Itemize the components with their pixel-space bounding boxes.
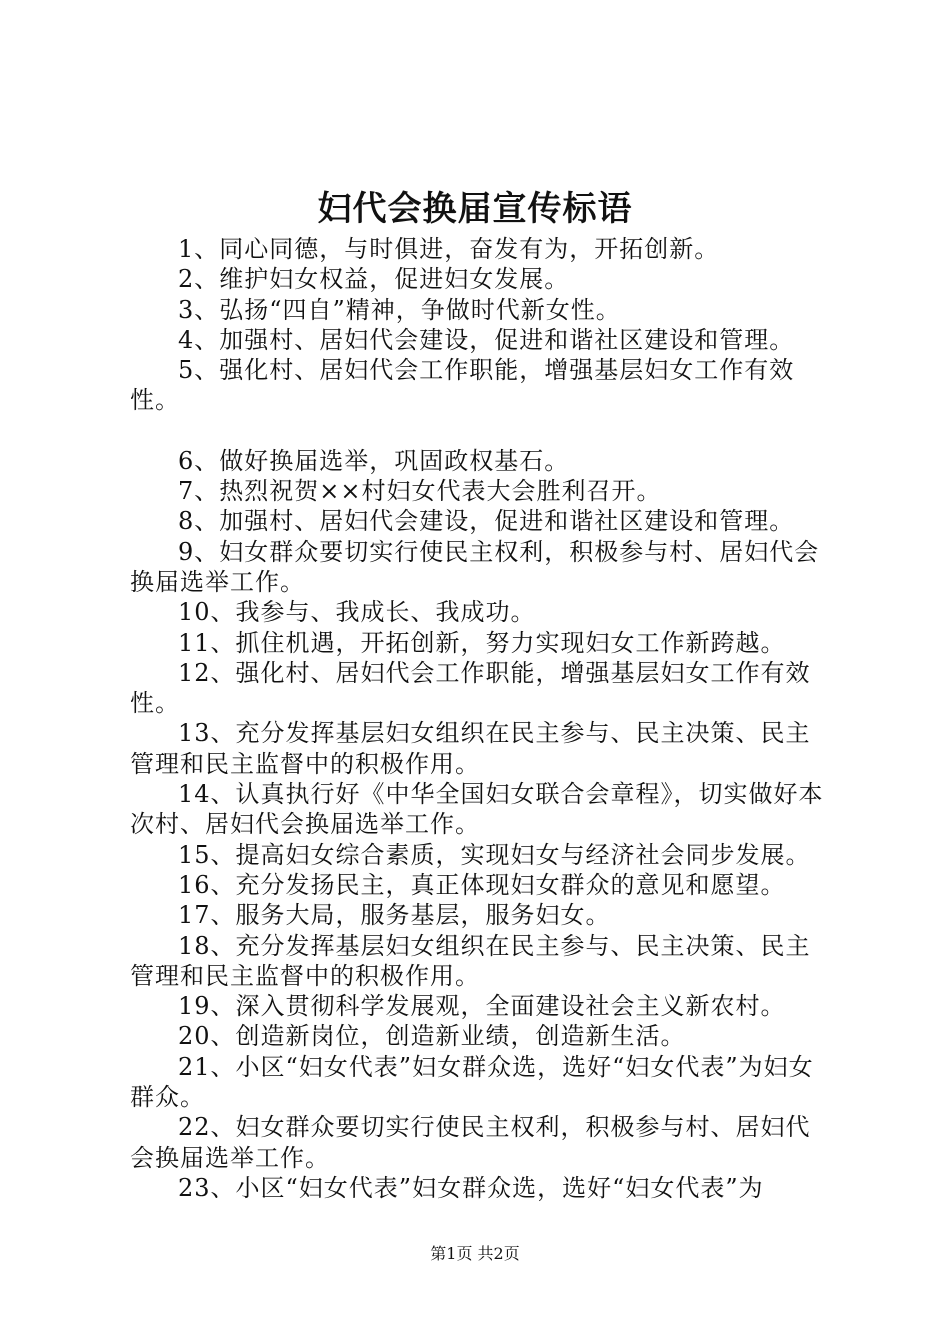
slogan-17: 17、服务大局，服务基层，服务妇女。 — [178, 901, 611, 930]
slogan-15: 15、提高妇女综合素质，实现妇女与经济社会同步发展。 — [178, 840, 811, 869]
slogan-16: 16、充分发扬民主，真正体现妇女群众的意见和愿望。 — [178, 870, 786, 899]
slogan-12: 12、强化村、居妇代会工作职能，增强基层妇女工作有效性。 — [130, 658, 811, 718]
slogan-3: 3、弘扬“四自”精神，争做时代新女性。 — [178, 295, 621, 324]
slogan-11: 11、抓住机遇，开拓创新，努力实现妇女工作新跨越。 — [178, 628, 786, 657]
slogan-20: 20、创造新岗位，创造新业绩，创造新生活。 — [178, 1022, 686, 1051]
slogan-4: 4、加强村、居妇代会建设，促进和谐社区建设和管理。 — [178, 325, 795, 354]
slogan-18: 18、充分发挥基层妇女组织在民主参与、民主决策、民主管理和民主监督中的积极作用。 — [130, 931, 811, 990]
slogan-6: 6、做好换届选举，巩固政权基石。 — [178, 446, 570, 475]
document-body — [130, 234, 835, 1203]
slogan-14: 14、认真执行好《中华全国妇女联合会章程》，切实做好本次村、居妇代会换届选举工作。 — [130, 780, 824, 839]
slogan-21: 21、小区“妇女代表”妇女群众选，选好“妇女代表”为妇女群众。 — [130, 1052, 814, 1112]
slogan-23: 23、小区“妇女代表”妇女群众选，选好“妇女代表”为 — [178, 1173, 764, 1202]
slogan-13: 13、充分发挥基层妇女组织在民主参与、民主决策、民主管理和民主监督中的积极作用。 — [130, 719, 811, 778]
slogan-8: 8、加强村、居妇代会建设，促进和谐社区建设和管理。 — [178, 507, 795, 536]
slogan-5: 5、强化村、居妇代会工作职能，增强基层妇女工作有效性。 — [130, 356, 795, 415]
page-number: 第1页 共2页 — [430, 1244, 520, 1263]
document-title: 妇代会换届宣传标语 — [317, 189, 633, 229]
slogan-1: 1、同心同德，与时俱进，奋发有为，开拓创新。 — [178, 235, 720, 263]
slogan-2: 2、维护妇女权益，促进妇女发展。 — [178, 265, 570, 294]
paragraph-gap — [130, 416, 835, 446]
slogan-10: 10、我参与、我成长、我成功。 — [178, 598, 536, 627]
slogan-22: 22、妇女群众要切实行使民主权利，积极参与村、居妇代会换届选举工作。 — [130, 1113, 811, 1172]
slogan-19: 19、深入贯彻科学发展观，全面建设社会主义新农村。 — [178, 992, 786, 1021]
slogan-9: 9、妇女群众要切实行使民主权利，积极参与村、居妇代会换届选举工作。 — [130, 537, 820, 596]
slogan-7: 7、热烈祝贺××村妇女代表大会胜利召开。 — [178, 477, 662, 506]
